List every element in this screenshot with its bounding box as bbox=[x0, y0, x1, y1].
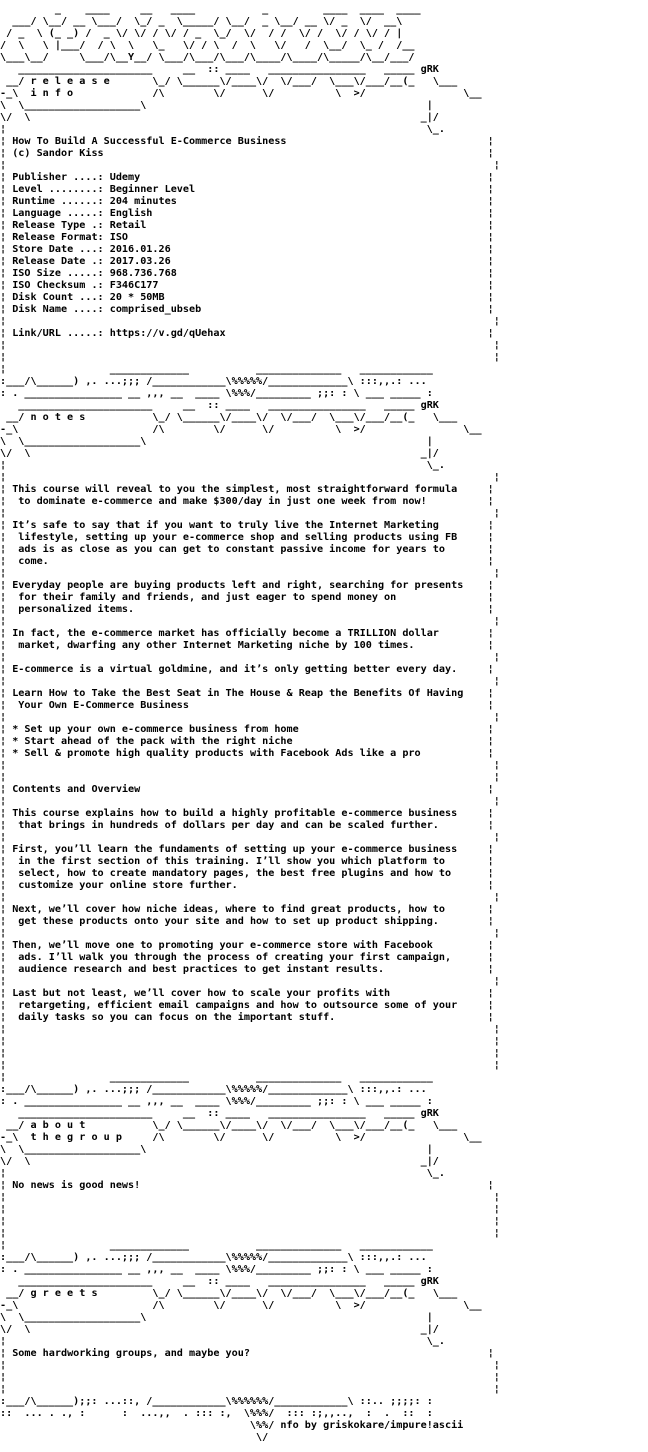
frame-edge: ¦ bbox=[487, 1000, 494, 1011]
divider-art: ______________________ __ :: ____ ________________ _____ gRK bbox=[18, 64, 439, 75]
frame-edge: ¦ bbox=[0, 532, 13, 543]
notes-paragraph: come. bbox=[12, 556, 49, 567]
contents-heading: Contents and Overview bbox=[12, 784, 141, 795]
frame-edge: ¦ bbox=[487, 784, 494, 795]
frame-edge: ¦ ¦ bbox=[0, 1192, 500, 1203]
frame-edge: ¦ ¦ bbox=[0, 796, 500, 807]
contents-paragraph: select, how to create mandatory pages, the best free plugins and how to bbox=[12, 868, 452, 879]
frame-edge: ¦ bbox=[0, 664, 13, 675]
frame-edge: ¦ bbox=[0, 1000, 13, 1011]
notes-paragraph: This course will reveal to you the simplest, most straightforward formula bbox=[12, 484, 458, 495]
frame-edge: ¦ bbox=[0, 880, 13, 891]
frame-edge: ¦ bbox=[487, 1348, 494, 1359]
divider-art: __/ bbox=[0, 76, 31, 87]
release-field: Publisher ....: Udemy bbox=[12, 172, 141, 183]
contents-paragraph: Next, weʼll cover how niche ideas, where to find great products, how to bbox=[12, 904, 446, 915]
frame-edge: ¦ ¦ bbox=[0, 652, 500, 663]
divider-art: :___/\______);;: ...::, /____________\%%%%%%/____________\ ::.. ;;;;: : bbox=[0, 1396, 433, 1407]
frame-edge: ¦ ¦ bbox=[0, 1024, 500, 1035]
notes-paragraph: Itʼs safe to say that if you want to truly live the Internet Marketing bbox=[12, 520, 439, 531]
about-label: a b o u t bbox=[30, 1120, 147, 1131]
frame-edge: ¦ ¦ bbox=[0, 1204, 500, 1215]
frame-edge: ¦ bbox=[0, 580, 13, 591]
contents-paragraph: audience research and best practices to get instant results. bbox=[12, 964, 385, 975]
frame-edge: ¦ bbox=[0, 688, 13, 699]
frame-edge: ¦ bbox=[487, 184, 494, 195]
frame-edge: ¦ bbox=[487, 748, 494, 759]
frame-edge: ¦ bbox=[487, 496, 494, 507]
frame-edge: ¦ bbox=[0, 256, 13, 267]
frame-edge: ¦ bbox=[0, 820, 13, 831]
contents-paragraph: Then, weʼll move one to promoting your e-commerce store with Facebook bbox=[12, 940, 433, 951]
frame-edge: ¦ bbox=[487, 808, 494, 819]
frame-edge: ¦ bbox=[0, 280, 13, 291]
divider-art: \_/ \______\/____\/ \/___/ \___\/___/__(_ \___ bbox=[152, 76, 458, 87]
frame-edge: ¦ bbox=[0, 244, 13, 255]
frame-edge: ¦ bbox=[487, 940, 494, 951]
contents-paragraph: ads. Iʼll walk you through the process of creating your first campaign, bbox=[12, 952, 452, 963]
frame-edge: ¦ bbox=[487, 484, 494, 495]
divider-art: ¦ \_. bbox=[0, 460, 445, 471]
frame-edge: ¦ bbox=[0, 220, 13, 231]
frame-edge: ¦ bbox=[487, 688, 494, 699]
notes-paragraph: to dominate e-commerce and make $300/day in just one week from now! bbox=[12, 496, 427, 507]
release-field: Runtime ......: 204 minutes bbox=[12, 196, 177, 207]
frame-edge: ¦ ¦ bbox=[0, 340, 500, 351]
divider-art: :___/\______) ,. ...;;; /____________\%%%%%/_____________\ :::,,.: ... bbox=[0, 1084, 427, 1095]
frame-edge: ¦ bbox=[487, 256, 494, 267]
frame-edge: ¦ bbox=[0, 172, 13, 183]
frame-edge: ¦ bbox=[487, 208, 494, 219]
frame-edge: ¦ ¦ bbox=[0, 160, 500, 171]
notes-paragraph: ads is as close as you can get to constant passive income for years to bbox=[12, 544, 446, 555]
frame-edge: ¦ bbox=[0, 232, 13, 243]
divider-art: \/ bbox=[256, 1432, 269, 1443]
frame-edge: ¦ bbox=[0, 940, 13, 951]
divider-art: -_\ bbox=[0, 1300, 31, 1311]
release-copyright: (c) Sandor Kiss bbox=[12, 148, 104, 159]
divider-art: -_\ bbox=[0, 88, 31, 99]
notes-paragraph: Learn How to Take the Best Seat in The House & Reap the Benefits Of Having bbox=[12, 688, 464, 699]
frame-edge: ¦ bbox=[487, 220, 494, 231]
divider-art: /\ \/ \/ \ >/ \__ bbox=[152, 424, 482, 435]
frame-edge: ¦ bbox=[0, 208, 13, 219]
divider-art: \_/ \______\/____\/ \/___/ \___\/___/__(_ \___ bbox=[152, 1288, 458, 1299]
frame-edge: ¦ bbox=[487, 580, 494, 591]
frame-edge: ¦ bbox=[487, 844, 494, 855]
frame-edge: ¦ bbox=[0, 520, 13, 531]
frame-edge: ¦ bbox=[487, 1180, 494, 1191]
divider-art: -_\ bbox=[0, 424, 31, 435]
divider-art: ______________________ __ :: ____ ________________ _____ gRK bbox=[18, 1276, 439, 1287]
frame-edge: ¦ bbox=[487, 964, 494, 975]
contents-paragraph: customize your online store further. bbox=[12, 880, 238, 891]
frame-edge: ¦ bbox=[487, 148, 494, 159]
divider-art: \/ \ _|/ bbox=[0, 1324, 439, 1335]
divider-art: \/ \ _|/ bbox=[0, 448, 439, 459]
notes-label: n o t e s bbox=[30, 412, 147, 423]
frame-edge: ¦ bbox=[0, 916, 13, 927]
frame-edge: ¦ ¦ bbox=[0, 892, 500, 903]
frame-edge: ¦ bbox=[487, 292, 494, 303]
frame-edge: ¦ bbox=[487, 556, 494, 567]
frame-edge: ¦ bbox=[487, 628, 494, 639]
frame-edge: ¦ bbox=[0, 724, 13, 735]
frame-edge: ¦ bbox=[0, 268, 13, 279]
frame-edge: ¦ ¦ bbox=[0, 1060, 500, 1071]
frame-edge: ¦ ¦ bbox=[0, 712, 500, 723]
frame-edge: ¦ ¦ bbox=[0, 832, 500, 843]
about-text: No news is good news! bbox=[12, 1180, 141, 1191]
frame-edge: ¦ bbox=[0, 136, 13, 147]
frame-edge: ¦ bbox=[487, 604, 494, 615]
frame-edge: ¦ bbox=[487, 1012, 494, 1023]
frame-edge: ¦ bbox=[487, 952, 494, 963]
frame-edge: ¦ bbox=[487, 268, 494, 279]
frame-edge: ¦ ¦ bbox=[0, 928, 500, 939]
frame-edge: ¦ bbox=[487, 136, 494, 147]
notes-paragraph: Everyday people are buying products left and right, searching for presents bbox=[12, 580, 464, 591]
frame-edge: ¦ bbox=[0, 604, 13, 615]
divider-art: \/ \ _|/ bbox=[0, 1156, 439, 1167]
frame-edge: ¦ ¦ bbox=[0, 1048, 500, 1059]
frame-edge: ¦ ¦ bbox=[0, 568, 500, 579]
contents-paragraph: retargeting, efficient email campaigns and how to outsource some of your bbox=[12, 1000, 458, 1011]
frame-edge: ¦ bbox=[487, 244, 494, 255]
divider-art: ¦ _____________ ______________ ____________ bbox=[0, 1240, 433, 1251]
divider-art: \ \___________________\ | bbox=[0, 1312, 433, 1323]
frame-edge: ¦ bbox=[487, 700, 494, 711]
frame-edge: ¦ ¦ bbox=[0, 352, 500, 363]
frame-edge: ¦ bbox=[487, 232, 494, 243]
release-info-label-2: i n f o bbox=[30, 88, 141, 99]
frame-edge: ¦ bbox=[0, 556, 13, 567]
divider-art: /\ \/ \/ \ >/ \__ bbox=[152, 88, 482, 99]
frame-edge: ¦ bbox=[0, 736, 13, 747]
divider-art: :: ... . ., : : ...,, . ::: :, \%%%/ ::: :;,,.., : . :: : bbox=[0, 1408, 433, 1419]
frame-edge: ¦ ¦ bbox=[0, 760, 500, 771]
divider-art: __/ bbox=[0, 412, 31, 423]
notes-bullet: * Set up your own e-commerce business from home bbox=[12, 724, 299, 735]
frame-edge: ¦ ¦ bbox=[0, 1360, 500, 1371]
divider-art: : . ________________ __ ,,, __ ____ \%%%/_________ ;;: : \ ___ _____ : bbox=[0, 1264, 433, 1275]
about-label-2: t h e g r o u p bbox=[30, 1132, 141, 1143]
divider-art: __/ bbox=[0, 1288, 31, 1299]
notes-paragraph: E-commerce is a virtual goldmine, and itʼs only getting better every day. bbox=[12, 664, 458, 675]
frame-edge: ¦ ¦ bbox=[0, 316, 500, 327]
frame-edge: ¦ bbox=[487, 304, 494, 315]
release-field: Release Type .: Retail bbox=[12, 220, 147, 231]
divider-art: \_/ \______\/____\/ \/___/ \___\/___/__(_ \___ bbox=[152, 412, 458, 423]
frame-edge: ¦ bbox=[0, 592, 13, 603]
frame-edge: ¦ bbox=[0, 952, 13, 963]
frame-edge: ¦ bbox=[0, 784, 13, 795]
frame-edge: ¦ ¦ bbox=[0, 772, 500, 783]
contents-paragraph: This course explains how to build a highly profitable e-commerce business bbox=[12, 808, 458, 819]
frame-edge: ¦ bbox=[487, 664, 494, 675]
frame-edge: ¦ bbox=[0, 844, 13, 855]
frame-edge: ¦ bbox=[487, 544, 494, 555]
frame-edge: ¦ bbox=[0, 808, 13, 819]
frame-edge: ¦ bbox=[0, 304, 13, 315]
notes-paragraph: for their family and friends, and just eager to spend money on bbox=[12, 592, 397, 603]
frame-edge: ¦ bbox=[0, 196, 13, 207]
divider-art: /\ \/ \/ \ >/ \__ bbox=[152, 1300, 482, 1311]
divider-art: \ \___________________\ | bbox=[0, 100, 433, 111]
frame-edge: ¦ bbox=[487, 532, 494, 543]
logo-art: _ ____ __ ____ _ ____ ____ ____ ___/ \__/ __ \___/ \_/ _ \_____/ \__/ _ \__/ __ \/ _ \/ __\ / _ \ (_ _) / _ \/ \/ / \/ / _ \_/ \/ / / \/ / \/ / \/ / | / \ \ |___/ / \ \ \_ \/ / \ / \ \/ / \__/ \_ / /__ \___\__/ \___/\__Y__/ \___/\___/\___/\____/\____/\_____/\__/___/ bbox=[0, 4, 421, 63]
divider-art: -_\ bbox=[0, 1132, 31, 1143]
contents-paragraph: get these products onto your site and how to set up product shipping. bbox=[12, 916, 439, 927]
frame-edge: ¦ ¦ bbox=[0, 676, 500, 687]
contents-paragraph: that brings in hundreds of dollars per day and can be scaled further. bbox=[12, 820, 439, 831]
release-field: Disk Name ....: comprised_ubseb bbox=[12, 304, 202, 315]
divider-art: ______________________ __ :: ____ ________________ _____ gRK bbox=[18, 1108, 439, 1119]
frame-edge: ¦ ¦ bbox=[0, 976, 500, 987]
divider-art: : . ________________ __ ,,, __ ____ \%%%/_________ ;;: : \ ___ _____ : bbox=[0, 388, 433, 399]
notes-paragraph: personalized items. bbox=[12, 604, 135, 615]
frame-edge: ¦ bbox=[0, 292, 13, 303]
frame-edge: ¦ ¦ bbox=[0, 508, 500, 519]
frame-edge: ¦ bbox=[0, 1348, 13, 1359]
contents-paragraph: daily tasks so you can focus on the important stuff. bbox=[12, 1012, 336, 1023]
frame-edge: ¦ bbox=[487, 736, 494, 747]
frame-edge: ¦ bbox=[487, 328, 494, 339]
frame-edge: ¦ bbox=[0, 904, 13, 915]
frame-edge: ¦ bbox=[487, 592, 494, 603]
release-info-label: r e l e a s e bbox=[30, 76, 147, 87]
divider-art: :___/\______) ,. ...;;; /____________\%%%%%/_____________\ :::,,.: ... bbox=[0, 1252, 427, 1263]
divider-art: ¦ \_. bbox=[0, 124, 445, 135]
divider-art: \%%/ bbox=[0, 1420, 281, 1431]
divider-art: ______________________ __ :: ____ ________________ _____ gRK bbox=[18, 400, 439, 411]
frame-edge: ¦ ¦ bbox=[0, 1384, 500, 1395]
frame-edge: ¦ bbox=[0, 964, 13, 975]
release-field: Language .....: English bbox=[12, 208, 153, 219]
notes-label-2 bbox=[30, 424, 140, 435]
frame-edge: ¦ bbox=[0, 856, 13, 867]
release-field: Release Date .: 2017.03.26 bbox=[12, 256, 171, 267]
frame-edge: ¦ bbox=[487, 820, 494, 831]
frame-edge: ¦ ¦ bbox=[0, 1036, 500, 1047]
frame-edge: ¦ bbox=[487, 640, 494, 651]
greets-text: Some hardworking groups, and maybe you? bbox=[12, 1348, 250, 1359]
frame-edge: ¦ bbox=[487, 868, 494, 879]
frame-edge: ¦ bbox=[487, 856, 494, 867]
release-field: Level ........: Beginner Level bbox=[12, 184, 196, 195]
frame-edge: ¦ bbox=[487, 916, 494, 927]
notes-bullet: * Start ahead of the pack with the right niche bbox=[12, 736, 293, 747]
frame-edge: ¦ bbox=[0, 328, 13, 339]
frame-edge: ¦ bbox=[0, 544, 13, 555]
divider-art: :___/\______) ,. ...;;; /____________\%%%%%/_____________\ :::,,.: ... bbox=[0, 376, 427, 387]
divider-art: ¦ _____________ ______________ ____________ bbox=[0, 1072, 433, 1083]
frame-edge: ¦ ¦ bbox=[0, 472, 500, 483]
notes-paragraph: market, dwarfing any other Internet Marketing niche by 100 times. bbox=[12, 640, 415, 651]
frame-edge: ¦ bbox=[487, 904, 494, 915]
frame-edge: ¦ bbox=[0, 184, 13, 195]
divider-art: \ \___________________\ | bbox=[0, 436, 433, 447]
frame-edge: ¦ ¦ bbox=[0, 1372, 500, 1383]
notes-paragraph: Your Own E-Commerce Business bbox=[12, 700, 189, 711]
notes-paragraph: lifestyle, setting up your e-commerce shop and selling products using FB bbox=[12, 532, 458, 543]
divider-art: ¦ \_. bbox=[0, 1168, 445, 1179]
release-title: How To Build A Successful E-Commerce Business bbox=[12, 136, 287, 147]
frame-edge: ¦ bbox=[0, 988, 13, 999]
frame-edge: ¦ bbox=[0, 484, 13, 495]
release-field: ISO Checksum .: F346C177 bbox=[12, 280, 159, 291]
greets-label: g r e e t s bbox=[30, 1288, 147, 1299]
frame-edge: ¦ bbox=[487, 880, 494, 891]
contents-paragraph: First, youʼll learn the fundaments of setting up your e-commerce business bbox=[12, 844, 458, 855]
divider-art: \ \___________________\ | bbox=[0, 1144, 433, 1155]
divider-art: \_/ \______\/____\/ \/___/ \___\/___/__(_ \___ bbox=[152, 1120, 458, 1131]
frame-edge: ¦ bbox=[0, 496, 13, 507]
frame-edge: ¦ bbox=[0, 700, 13, 711]
frame-edge: ¦ bbox=[0, 640, 13, 651]
frame-edge: ¦ bbox=[0, 628, 13, 639]
divider-art: /\ \/ \/ \ >/ \__ bbox=[152, 1132, 482, 1143]
release-field: Disk Count ...: 20 * 50MB bbox=[12, 292, 165, 303]
frame-edge: ¦ bbox=[487, 196, 494, 207]
divider-art: : . ________________ __ ,,, __ ____ \%%%/_________ ;;: : \ ___ _____ : bbox=[0, 1096, 433, 1107]
divider-art: ¦ _____________ ______________ ____________ bbox=[0, 364, 433, 375]
divider-art: __/ bbox=[0, 1120, 31, 1131]
release-field: Store Date ...: 2016.01.26 bbox=[12, 244, 171, 255]
frame-edge: ¦ bbox=[487, 172, 494, 183]
release-field: ISO Size .....: 968.736.768 bbox=[12, 268, 177, 279]
divider-art: ¦ \_. bbox=[0, 1336, 445, 1347]
notes-paragraph: In fact, the e-commerce market has officially become a TRILLION dollar bbox=[12, 628, 439, 639]
frame-edge: ¦ ¦ bbox=[0, 616, 500, 627]
notes-bullet: * Sell & promote high quality products with Facebook Ads like a pro bbox=[12, 748, 421, 759]
frame-edge: ¦ bbox=[487, 724, 494, 735]
frame-edge: ¦ bbox=[0, 1012, 13, 1023]
frame-edge: ¦ bbox=[0, 148, 13, 159]
frame-edge: ¦ bbox=[487, 988, 494, 999]
frame-edge: ¦ ¦ bbox=[0, 1216, 500, 1227]
contents-paragraph: Last but not least, weʼll cover how to scale your profits with bbox=[12, 988, 391, 999]
release-field: Release Format: ISO bbox=[12, 232, 129, 243]
footer-credit: nfo by griskokare/impure!ascii bbox=[280, 1420, 464, 1431]
frame-edge: ¦ bbox=[487, 280, 494, 291]
release-field: Link/URL .....: https://v.gd/qUehax bbox=[12, 328, 226, 339]
frame-edge: ¦ bbox=[487, 520, 494, 531]
frame-edge: ¦ bbox=[0, 868, 13, 879]
divider-art: \/ \ _|/ bbox=[0, 112, 439, 123]
greets-label-2 bbox=[30, 1300, 140, 1311]
frame-edge: ¦ bbox=[0, 1180, 13, 1191]
frame-edge: ¦ ¦ bbox=[0, 1228, 500, 1239]
frame-edge: ¦ bbox=[0, 748, 13, 759]
contents-paragraph: in the first section of this training. Iʼll show you which platform to bbox=[12, 856, 446, 867]
